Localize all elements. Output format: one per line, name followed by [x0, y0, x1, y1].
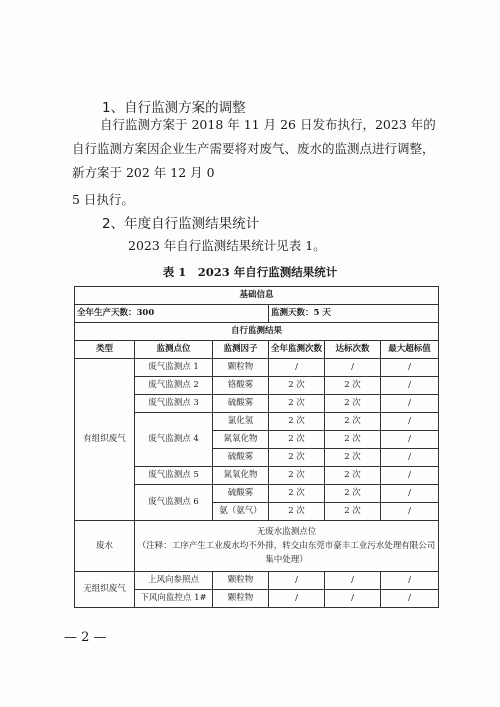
section-1-paragraph-tail: 5 日执行。 — [72, 192, 134, 207]
cell-point: 废气监测点 5 — [135, 467, 213, 485]
cell-factor: 氮氧化物 — [213, 431, 269, 449]
production-days: 全年生产天数：300 — [75, 305, 269, 323]
cell-count: / — [269, 590, 325, 608]
type-organized: 有组织废气 — [75, 359, 135, 521]
page-number: — 2 — — [64, 630, 107, 645]
table-row — [75, 572, 439, 590]
cell-count: 2 次 — [269, 485, 325, 503]
table-caption: 表 1 2023 年自行监测结果统计 — [162, 265, 338, 279]
table-row — [75, 521, 439, 572]
cell-count: 2 次 — [269, 467, 325, 485]
cell-max: / — [381, 395, 439, 413]
cell-pass: / — [325, 590, 381, 608]
cell-factor: 颗粒物 — [213, 359, 269, 377]
cell-pass: 2 次 — [325, 485, 381, 503]
cell-factor: 硫酸雾 — [213, 449, 269, 467]
cell-point: 废气监测点 2 — [135, 377, 213, 395]
cell-factor: 氮氧化物 — [213, 467, 269, 485]
section-2-heading: 2、年度自行监测结果统计 — [102, 216, 260, 232]
cell-factor: 颗粒物 — [213, 572, 269, 590]
cell-pass: 2 次 — [325, 503, 381, 521]
cell-max: / — [381, 449, 439, 467]
cell-pass: 2 次 — [325, 413, 381, 431]
header-pass-count: 达标次数 — [325, 341, 381, 359]
cell-count: 2 次 — [269, 377, 325, 395]
cell-count: / — [269, 572, 325, 590]
cell-factor: 硫酸雾 — [213, 395, 269, 413]
cell-point: 废气监测点 4 — [135, 413, 213, 467]
wastewater-line-1: 无废水监测点位 — [256, 527, 317, 537]
results-title: 自行监测结果 — [75, 323, 439, 341]
type-wastewater: 废水 — [75, 521, 135, 572]
section-1-heading: 1、自行监测方案的调整 — [102, 100, 246, 116]
cell-max: / — [381, 503, 439, 521]
cell-pass: 2 次 — [325, 449, 381, 467]
cell-pass: 2 次 — [325, 395, 381, 413]
monitoring-results-table — [74, 286, 439, 608]
wastewater-note-cell — [135, 521, 439, 572]
header-max-exceed: 最大超标值 — [381, 341, 439, 359]
cell-point: 废气监测点 6 — [135, 485, 213, 521]
table-row — [75, 359, 439, 377]
cell-point: 上风向参照点 — [135, 572, 213, 590]
monitoring-days: 监测天数：5 天 — [269, 305, 439, 323]
cell-point: 废气监测点 1 — [135, 359, 213, 377]
cell-pass: 2 次 — [325, 431, 381, 449]
cell-factor: 铬酸雾 — [213, 377, 269, 395]
cell-max: / — [381, 431, 439, 449]
header-annual-count: 全年监测次数 — [269, 341, 325, 359]
cell-point: 下风向监控点 1# — [135, 590, 213, 608]
cell-point: 废气监测点 3 — [135, 395, 213, 413]
header-point: 监测点位 — [135, 341, 213, 359]
type-unorganized: 无组织废气 — [75, 572, 135, 608]
cell-count: 2 次 — [269, 413, 325, 431]
cell-count: 2 次 — [269, 395, 325, 413]
wastewater-line-2: （注释：工序产生工业废水均不外排，转交由东莞市豪丰工业污水处理有限公司集中处理） — [137, 541, 436, 565]
basic-info-title: 基础信息 — [75, 287, 439, 305]
cell-factor: 氯化氢 — [213, 413, 269, 431]
cell-max: / — [381, 467, 439, 485]
cell-pass: / — [325, 572, 381, 590]
cell-max: / — [381, 413, 439, 431]
section-1-paragraph: 自行监测方案于 2018 年 11 月 26 日发布执行，2023 年的自行监测方案因企业生产需要将对废气、废水的监测点进行调整，新方案于 202 年 12 月 0 — [72, 117, 436, 180]
cell-count: 2 次 — [269, 503, 325, 521]
cell-pass: 2 次 — [325, 377, 381, 395]
cell-max: / — [381, 590, 439, 608]
cell-max: / — [381, 485, 439, 503]
cell-count: / — [269, 359, 325, 377]
cell-factor: 硫酸雾 — [213, 485, 269, 503]
cell-pass: / — [325, 359, 381, 377]
cell-pass: 2 次 — [325, 467, 381, 485]
cell-max: / — [381, 359, 439, 377]
cell-factor: 氨（氨气） — [213, 503, 269, 521]
cell-max: / — [381, 572, 439, 590]
header-factor: 监测因子 — [213, 341, 269, 359]
cell-max: / — [381, 377, 439, 395]
section-2-paragraph: 2023 年自行监测结果统计见表 1。 — [128, 238, 326, 253]
cell-factor: 颗粒物 — [213, 590, 269, 608]
cell-count: 2 次 — [269, 449, 325, 467]
cell-count: 2 次 — [269, 431, 325, 449]
header-type: 类型 — [75, 341, 135, 359]
